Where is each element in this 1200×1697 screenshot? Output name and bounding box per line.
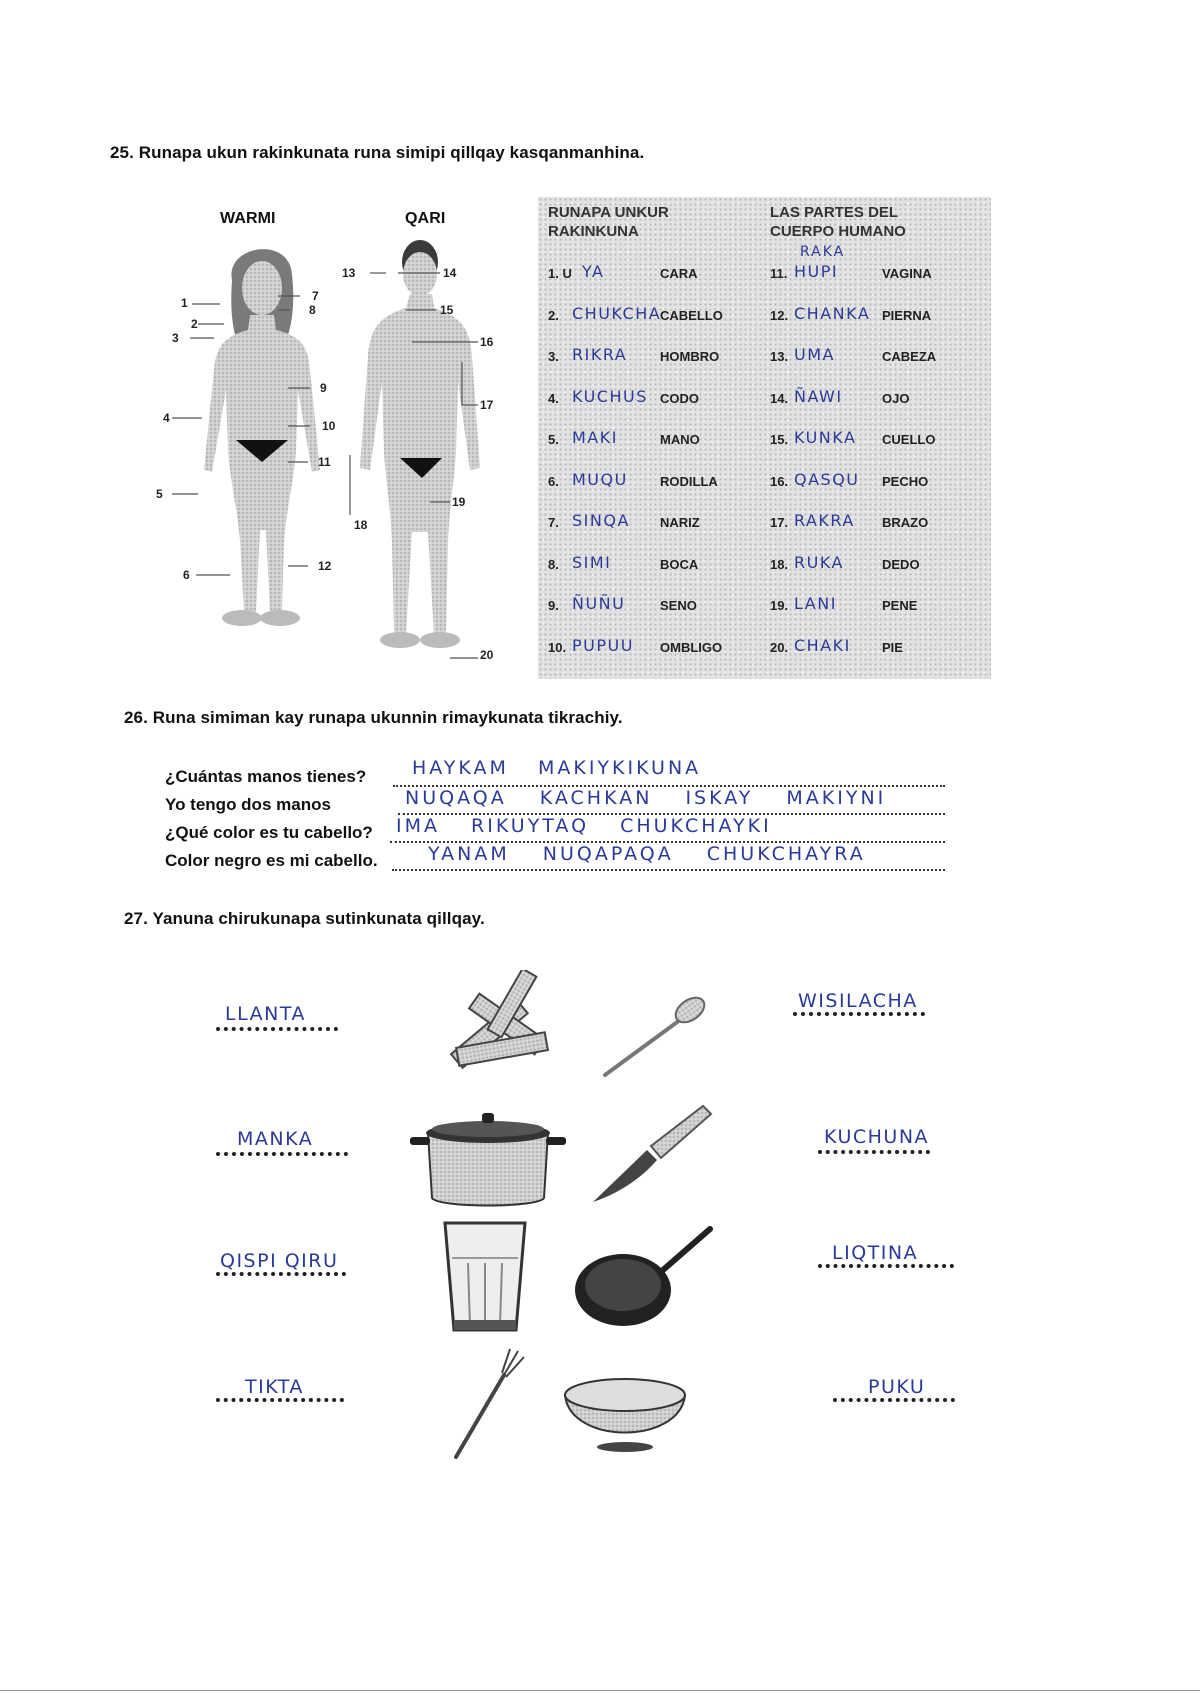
row-spanish-term: PIERNA: [882, 307, 932, 323]
label-1: 1: [181, 296, 188, 310]
cooking-pot-picture: [408, 1103, 568, 1213]
left-row: [548, 552, 758, 577]
answer-1: HAYKAM MAKIYKIKUNA: [412, 757, 702, 779]
section-27-heading: 27. Yanuna chirukunapa sutinkunata qillqay.: [124, 909, 485, 928]
row-number: 8.: [548, 556, 559, 572]
row-answer: MUQU: [572, 469, 628, 489]
word-left-4: TIKTA: [245, 1376, 304, 1398]
right-row: [770, 264, 980, 286]
word-line-left-2: [216, 1152, 348, 1156]
row-number: 1. U: [548, 266, 572, 281]
row-number: 17.: [770, 515, 789, 530]
word-right-3: LIQTINA: [832, 1242, 919, 1264]
row-spanish-term: VAGINA: [882, 266, 932, 281]
left-row: [548, 386, 758, 411]
row-number: 4.: [548, 390, 559, 406]
row-number: 12.: [770, 307, 789, 323]
row-spanish-term: HOMBRO: [660, 349, 720, 364]
spoon-picture: [595, 985, 715, 1085]
row-spanish-term: PIE: [882, 639, 903, 655]
label-18: 18: [354, 518, 368, 532]
label-10: 10: [322, 419, 336, 433]
row-number: 6.: [548, 473, 559, 489]
word-line-right-2: [818, 1150, 930, 1154]
row-number: 20.: [770, 639, 789, 655]
row-spanish-term: OJO: [882, 390, 910, 406]
right-row: [770, 513, 980, 535]
answer-4: YANAM NUQAPAQA CHUKCHAYRA: [428, 843, 866, 865]
man-label: QARI: [405, 210, 446, 227]
row-number: 11.: [770, 266, 788, 281]
row-spanish-term: DEDO: [882, 556, 920, 572]
word-left-1: LLANTA: [225, 1003, 306, 1025]
label-5: 5: [156, 487, 163, 501]
row-number: 2.: [548, 307, 559, 323]
row-spanish-term: CABEZA: [882, 349, 937, 364]
right-row: [770, 596, 980, 618]
word-line-left-3: [216, 1272, 346, 1276]
prompt-4: Color negro es mi cabello.: [165, 851, 378, 870]
word-right-1: WISILACHA: [798, 990, 918, 1012]
row-number: 18.: [770, 556, 789, 572]
fork-picture: [448, 1345, 528, 1465]
table-head-left: RUNAPA UNKUR RAKINKUNA: [548, 204, 669, 240]
row-answer: YA: [582, 262, 605, 281]
word-line-right-1: [793, 1012, 925, 1016]
row-number: 19.: [770, 598, 789, 613]
label-6: 6: [183, 568, 190, 582]
answer-3: IMA RIKUYTAQ CHUKCHAYKI: [396, 815, 772, 837]
label-16: 16: [480, 335, 494, 349]
row-spanish-term: PENE: [882, 598, 918, 613]
row-answer: LANI: [794, 594, 837, 613]
word-right-4: PUKU: [868, 1376, 926, 1398]
row-answer: KUNKA: [794, 428, 857, 447]
row-number: 7.: [548, 515, 559, 530]
page-bottom-edge: [0, 1690, 1200, 1691]
row-answer: PUPUU: [572, 635, 634, 655]
row-answer: ÑUÑU: [572, 594, 626, 613]
frying-pan-picture: [568, 1225, 718, 1335]
word-right-2: KUCHUNA: [824, 1126, 930, 1148]
correction-note: RAKA: [800, 244, 846, 260]
row-answer: CHAKI: [794, 635, 851, 655]
right-row: [770, 469, 980, 494]
left-row: [548, 303, 758, 328]
row-spanish-term: RODILLA: [660, 473, 718, 489]
row-number: 3.: [548, 349, 559, 364]
row-spanish-term: BRAZO: [882, 515, 929, 530]
label-2: 2: [191, 317, 198, 331]
vocabulary-table: [538, 197, 991, 679]
row-number: 14.: [770, 390, 789, 406]
left-row: [548, 264, 758, 286]
row-spanish-term: CABELLO: [660, 307, 723, 323]
label-19: 19: [452, 495, 466, 509]
left-row: [548, 513, 758, 535]
row-answer: HUPI: [794, 262, 839, 281]
row-spanish-term: MANO: [660, 432, 700, 447]
label-14: 14: [443, 266, 457, 280]
table-head-right: LAS PARTES DEL CUERPO HUMANO: [770, 204, 906, 240]
row-spanish-term: SENO: [660, 598, 697, 613]
label-20: 20: [480, 648, 494, 662]
label-17: 17: [480, 398, 494, 412]
woman-label: WARMI: [220, 210, 276, 227]
row-number: 10.: [548, 639, 567, 655]
right-row: [770, 635, 980, 660]
label-8: 8: [309, 303, 316, 317]
right-row: [770, 386, 980, 411]
right-row: [770, 430, 980, 452]
prompt-3: ¿Qué color es tu cabello?: [165, 823, 373, 842]
bowl-picture: [560, 1365, 690, 1455]
row-spanish-term: BOCA: [660, 556, 699, 572]
row-answer: KUCHUS: [572, 386, 648, 406]
label-9: 9: [320, 381, 327, 395]
word-left-2: MANKA: [237, 1128, 314, 1150]
section-25-heading: 25. Runapa ukun rakinkunata runa simipi qillqay kasqanmanhina.: [110, 143, 645, 162]
label-4: 4: [163, 411, 170, 425]
row-spanish-term: PECHO: [882, 473, 929, 489]
row-answer: RAKRA: [794, 511, 855, 530]
answer-line-4: [392, 869, 945, 871]
row-spanish-term: CUELLO: [882, 432, 936, 447]
label-11: 11: [318, 455, 331, 469]
right-row: [770, 552, 980, 577]
row-spanish-term: CODO: [660, 390, 699, 406]
answer-2: NUQAQA KACHKAN ISKAY MAKIYNI: [405, 787, 887, 809]
right-row: [770, 347, 980, 369]
row-answer: UMA: [794, 345, 835, 364]
label-15: 15: [440, 303, 454, 317]
section-26-heading: 26. Runa simiman kay runapa ukunnin rimaykunata tikrachiy.: [124, 708, 623, 727]
right-row: [770, 303, 980, 328]
row-spanish-term: NARIZ: [660, 515, 700, 530]
row-answer: CHUKCHA: [572, 303, 662, 323]
row-number: 16.: [770, 473, 789, 489]
word-left-3: QISPI QIRU: [220, 1250, 339, 1272]
knife-picture: [585, 1100, 715, 1210]
left-row: [548, 469, 758, 494]
word-line-left-4: [216, 1398, 344, 1402]
row-spanish-term: OMBLIGO: [660, 639, 723, 655]
row-answer: RUKA: [794, 552, 844, 572]
word-line-right-3: [818, 1264, 954, 1268]
prompt-1: ¿Cuántas manos tienes?: [165, 767, 367, 786]
row-spanish-term: CARA: [660, 266, 698, 281]
drinking-glass-picture: [440, 1218, 530, 1338]
row-answer: SIMI: [572, 552, 612, 572]
left-row: [548, 596, 758, 618]
firewood-picture: [437, 970, 557, 1080]
row-answer: CHANKA: [794, 303, 871, 323]
row-answer: SINQA: [572, 511, 630, 530]
label-13: 13: [342, 266, 356, 280]
left-row: [548, 635, 758, 660]
row-number: 9.: [548, 598, 559, 613]
label-12: 12: [318, 559, 332, 573]
label-3: 3: [172, 331, 179, 345]
row-answer: MAKI: [572, 428, 618, 447]
row-answer: QASQU: [794, 469, 860, 489]
word-line-right-4: [833, 1398, 955, 1402]
row-number: 5.: [548, 432, 559, 447]
row-answer: ÑAWI: [794, 386, 843, 406]
prompt-2: Yo tengo dos manos: [165, 795, 331, 814]
row-answer: RIKRA: [572, 345, 628, 364]
label-7: 7: [312, 289, 319, 303]
row-number: 13.: [770, 349, 789, 364]
left-row: [548, 347, 758, 369]
word-line-left-1: [216, 1027, 338, 1031]
left-row: [548, 430, 758, 452]
row-number: 15.: [770, 432, 789, 447]
